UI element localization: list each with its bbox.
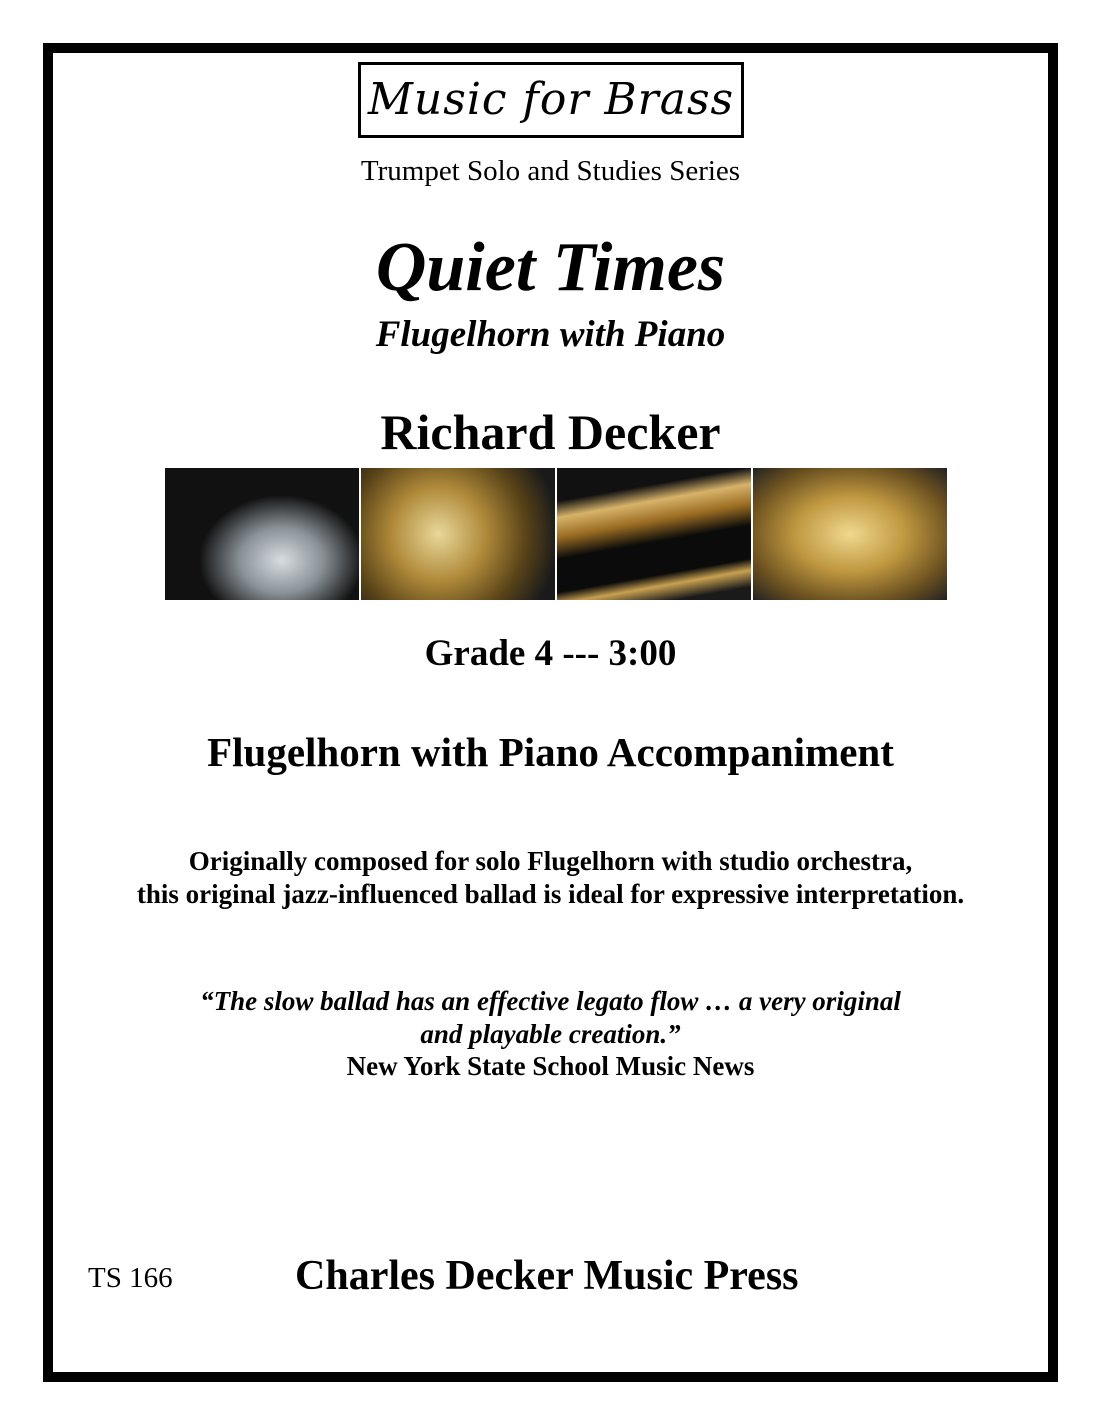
description-line: Originally composed for solo Flugelhorn with studio orchestra, (188, 846, 913, 876)
series-logo: Music for Brass (358, 62, 744, 138)
review-quote (0, 985, 1101, 1051)
publisher: Charles Decker Music Press (295, 1253, 799, 1299)
tuba-image (753, 468, 947, 600)
trombone-image (557, 468, 753, 600)
description (0, 845, 1101, 911)
grade-duration: Grade 4 --- 3:00 (424, 633, 677, 674)
catalog-number: TS 166 (88, 1262, 173, 1294)
quote-line: and playable creation.” (420, 1019, 681, 1049)
instrumentation: Flugelhorn with Piano Accompaniment (207, 729, 894, 775)
description-line: this original jazz-influenced ballad is ideal for expressive interpretation. (136, 879, 965, 909)
french-horn-image (361, 468, 557, 600)
trumpet-image (165, 468, 361, 600)
quote-source: New York State School Music News (346, 1051, 755, 1081)
title: Quiet Times (375, 229, 726, 306)
instrument-image-strip (165, 468, 947, 600)
series-name: Trumpet Solo and Studies Series (360, 155, 741, 187)
quote-line: “The slow ballad has an effective legato flow … a very original (200, 986, 901, 1016)
subtitle: Flugelhorn with Piano (375, 314, 726, 355)
composer: Richard Decker (380, 404, 721, 460)
